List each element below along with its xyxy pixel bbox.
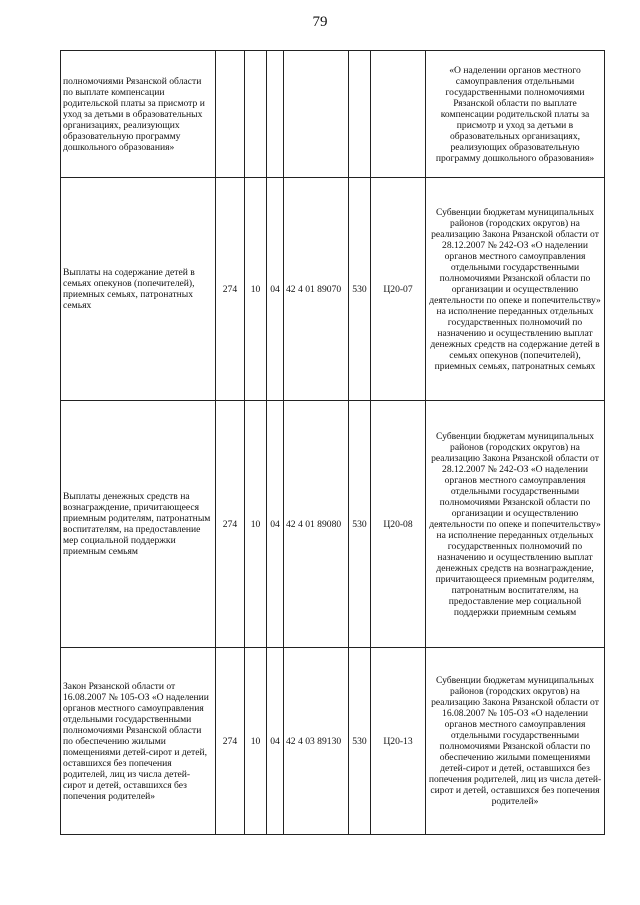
cell-subsection: 04	[267, 401, 284, 648]
table-row	[61, 51, 605, 178]
cell-target: 42 4 01 89070	[284, 178, 349, 401]
cell-name: Выплаты денежных средств на вознаграждение, причитающееся приемным родителям, патронатным воспитателям, на предоставление мер социальной поддержки приемным семьям	[61, 401, 216, 648]
cell-subsection: 04	[267, 178, 284, 401]
cell-section: 10	[245, 648, 267, 835]
cell-subsection	[267, 51, 284, 178]
table-row	[61, 401, 605, 648]
cell-name: Выплаты на содержание детей в семьях опекунов (попечителей), приемных семьях, патронатных семьях	[61, 178, 216, 401]
cell-section	[245, 51, 267, 178]
table-row	[61, 178, 605, 401]
budget-table	[60, 50, 605, 835]
cell-name: Закон Рязанской области от 16.08.2007 № 105-ОЗ «О наделении органов местного самоуправления отдельными государственными полномочиями Рязанской области по обеспечению жилыми помещениями детей-сирот и детей, оставшихся без попечения родителей, лиц из числа детей-сирот и детей, оставшихся без попечения родителей»	[61, 648, 216, 835]
cell-description: «О наделении органов местного самоуправления отдельными государственными полномочиями Рязанской области по выплате компенсации родительской платы за присмотр и уход за детьми в образовательных организациях, реализующих образовательную программу дошкольного образования»	[426, 51, 605, 178]
cell-description: Субвенции бюджетам муниципальных районов (городских округов) на реализацию Закона Рязанской области от 28.12.2007 № 242-ОЗ «О наделении органов местного самоуправления отдельными государственными полномочиями Рязанской области по организации и осуществлению деятельности по опеке и попечительству» на исполнение переданных отдельных государственных полномочий по назначению и осуществлению выплат денежных средств на содержание детей в семьях опекунов (попечителей), приемных семьях, патронатных семьях	[426, 178, 605, 401]
cell-section: 10	[245, 178, 267, 401]
cell-ministry: 274	[216, 648, 245, 835]
page-number: 79	[312, 14, 328, 30]
cell-code: Ц20-08	[371, 401, 426, 648]
cell-kind: 530	[349, 178, 371, 401]
cell-target	[284, 51, 349, 178]
cell-name: полномочиями Рязанской области по выплате компенсации родительской платы за присмотр и уход за детьми в образовательных организациях, реализующих образовательную программу дошкольного образования»	[61, 51, 216, 178]
cell-ministry: 274	[216, 401, 245, 648]
cell-kind	[349, 51, 371, 178]
cell-ministry	[216, 51, 245, 178]
cell-ministry: 274	[216, 178, 245, 401]
cell-subsection: 04	[267, 648, 284, 835]
cell-target: 42 4 03 89130	[284, 648, 349, 835]
cell-code: Ц20-13	[371, 648, 426, 835]
cell-kind: 530	[349, 401, 371, 648]
cell-description: Субвенции бюджетам муниципальных районов (городских округов) на реализацию Закона Рязанской области от 16.08.2007 № 105-ОЗ «О наделении органов местного самоуправления отдельными государственными полномочиями Рязанской области по обеспечению жилыми помещениями детей-сирот и детей, оставшихся без попечения родителей, лиц из числа детей-сирот и детей, оставшихся без попечения родителей»	[426, 648, 605, 835]
cell-kind: 530	[349, 648, 371, 835]
cell-section: 10	[245, 401, 267, 648]
cell-target: 42 4 01 89080	[284, 401, 349, 648]
table-row	[61, 648, 605, 835]
cell-code: Ц20-07	[371, 178, 426, 401]
cell-code	[371, 51, 426, 178]
cell-description: Субвенции бюджетам муниципальных районов (городских округов) на реализацию Закона Рязанской области от 28.12.2007 № 242-ОЗ «О наделении органов местного самоуправления отдельными государственными полномочиями Рязанской области по организации и осуществлению деятельности по опеке и попечительству» на исполнение переданных отдельных государственных полномочий по назначению и осуществлению выплат денежных средств на вознаграждение, причитающееся приемным родителям, патронатным воспитателям, на предоставление мер социальной поддержки приемным семьям	[426, 401, 605, 648]
